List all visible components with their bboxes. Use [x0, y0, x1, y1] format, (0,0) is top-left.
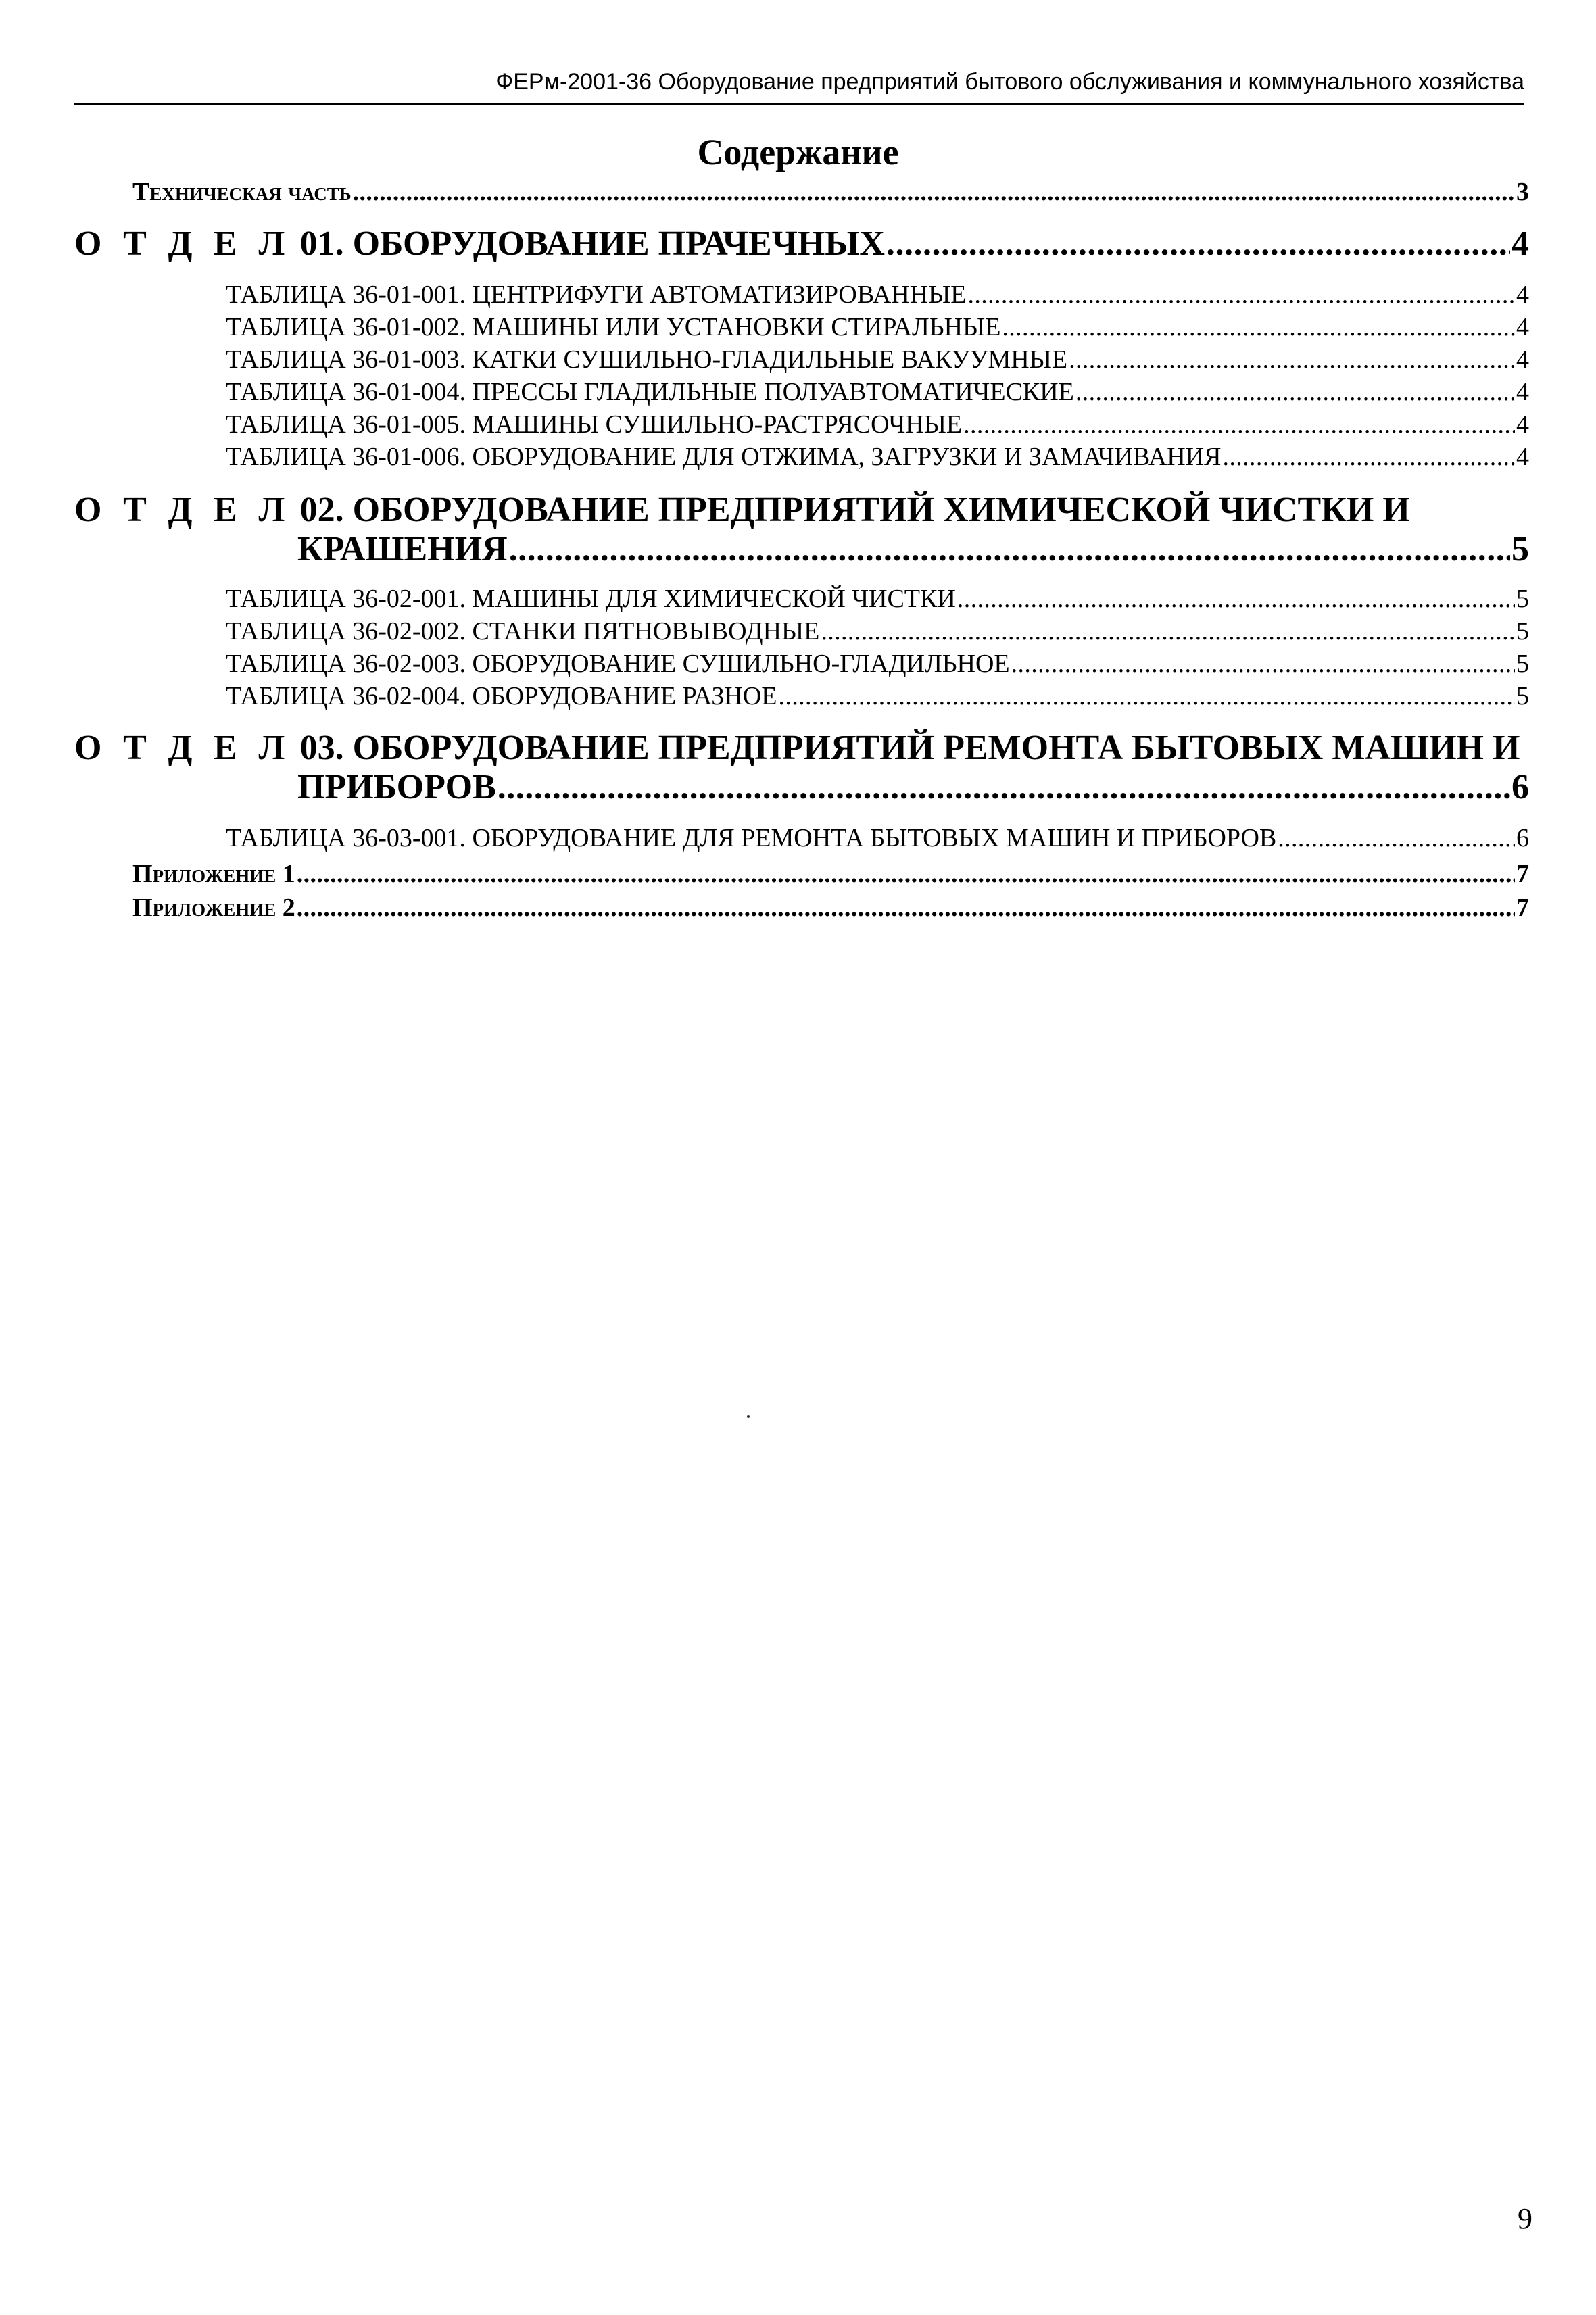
toc-label: ТАБЛИЦА 36-01-006. ОБОРУДОВАНИЕ ДЛЯ ОТЖИМА, ЗАГРУЗКИ И ЗАМАЧИВАНИЯ [226, 443, 1222, 471]
toc-label: КРАШЕНИЯ [297, 530, 508, 568]
page-title: Содержание [697, 132, 899, 172]
leader-dots [1011, 648, 1515, 680]
toc-entry-table[interactable] [226, 822, 1529, 854]
toc-label: ТАБЛИЦА 36-03-001. ОБОРУДОВАНИЕ ДЛЯ РЕМОНТА БЫТОВЫХ МАШИН И ПРИБОРОВ [226, 824, 1277, 852]
dept-prefix: О Т Д Е Л [74, 729, 291, 767]
toc-label: Приложение 1 [132, 860, 295, 888]
toc-entry-dept03-line1[interactable] [74, 726, 1520, 771]
toc-entry-technical[interactable] [132, 174, 1529, 210]
toc-page: 5 [1516, 650, 1529, 678]
toc-page: 4 [1512, 224, 1529, 263]
dept-title: 03. ОБОРУДОВАНИЕ ПРЕДПРИЯТИЙ РЕМОНТА БЫТОВЫХ МАШИН И [299, 729, 1520, 767]
page-number: 9 [1518, 2202, 1532, 2235]
toc-page: 3 [1516, 178, 1529, 206]
toc-entry-table[interactable] [226, 343, 1529, 376]
toc-page: 4 [1516, 443, 1529, 471]
toc-label: ТАБЛИЦА 36-01-005. МАШИНЫ СУШИЛЬНО-РАСТРЯСОЧНЫЕ [226, 410, 963, 439]
toc-entry-table[interactable] [226, 311, 1529, 343]
leader-dots [821, 615, 1515, 648]
toc-page: 5 [1512, 530, 1529, 568]
toc-label: ТАБЛИЦА 36-02-002. СТАНКИ ПЯТНОВЫВОДНЫЕ [226, 617, 820, 645]
toc-page: 4 [1516, 410, 1529, 439]
toc-label: ПРИБОРОВ [297, 768, 496, 806]
dept-prefix: О Т Д Е Л [74, 491, 291, 529]
dept-title: 01. ОБОРУДОВАНИЕ ПРАЧЕЧНЫХ [299, 224, 885, 263]
toc-entry-table[interactable] [226, 615, 1529, 648]
leader-dots [353, 174, 1515, 210]
toc-page: 6 [1516, 824, 1529, 852]
toc-entry-table[interactable] [226, 648, 1529, 680]
leader-dots [968, 278, 1515, 311]
toc-entry-dept03[interactable] [297, 765, 1529, 810]
leader-dots [1278, 822, 1515, 854]
toc-entry-dept02-line1[interactable] [74, 488, 1410, 533]
toc-entry-table[interactable] [226, 408, 1529, 441]
toc-label: ТАБЛИЦА 36-01-001. ЦЕНТРИФУГИ АВТОМАТИЗИРОВАННЫЕ [226, 281, 967, 309]
leader-dots [1002, 311, 1515, 343]
toc-label: ТАБЛИЦА 36-01-004. ПРЕССЫ ГЛАДИЛЬНЫЕ ПОЛУАВТОМАТИЧЕСКИЕ [226, 378, 1074, 406]
leader-dots [886, 222, 1510, 266]
leader-dots [779, 680, 1516, 712]
toc-label: Приложение 2 [132, 894, 295, 922]
leader-dots [963, 408, 1515, 441]
leader-dots [957, 583, 1515, 615]
toc-label: ТАБЛИЦА 36-02-001. МАШИНЫ ДЛЯ ХИМИЧЕСКОЙ ЧИСТКИ [226, 585, 956, 613]
toc-label [74, 222, 885, 266]
toc-label: ТАБЛИЦА 36-01-002. МАШИНЫ ИЛИ УСТАНОВКИ СТИРАЛЬНЫЕ [226, 313, 1001, 341]
toc-entry-table[interactable] [226, 680, 1529, 712]
toc-page: 4 [1516, 378, 1529, 406]
toc-page: 5 [1516, 617, 1529, 645]
leader-dots [1069, 343, 1515, 376]
running-header: ФЕРм-2001-36 Оборудование предприятий бытового обслуживания и коммунального хозяйства [495, 69, 1524, 95]
toc-entry-appendix2[interactable] [132, 891, 1529, 925]
dept-title: 02. ОБОРУДОВАНИЕ ПРЕДПРИЯТИЙ ХИМИЧЕСКОЙ ЧИСТКИ И [299, 491, 1410, 529]
toc-label: ТАБЛИЦА 36-01-003. КАТКИ СУШИЛЬНО-ГЛАДИЛЬНЫЕ ВАКУУМНЫЕ [226, 345, 1068, 374]
leader-dots [1223, 441, 1515, 473]
toc-entry-table[interactable] [226, 278, 1529, 311]
toc-page: 4 [1516, 345, 1529, 374]
toc-entry-table[interactable] [226, 376, 1529, 408]
toc-label: ТАБЛИЦА 36-02-003. ОБОРУДОВАНИЕ СУШИЛЬНО-ГЛАДИЛЬНОЕ [226, 650, 1010, 678]
toc-entry-dept02[interactable] [297, 527, 1529, 572]
leader-dots [498, 765, 1510, 810]
toc-page: 7 [1516, 894, 1529, 922]
toc-page: 4 [1516, 281, 1529, 309]
toc-page: 5 [1516, 682, 1529, 710]
toc-page: 4 [1516, 313, 1529, 341]
toc-entry-appendix1[interactable] [132, 857, 1529, 891]
toc-entry-table[interactable] [226, 441, 1529, 473]
leader-dots [509, 527, 1510, 572]
toc-label: Техническая часть [132, 178, 352, 206]
leader-dots [297, 857, 1515, 891]
toc-page: 5 [1516, 585, 1529, 613]
toc-entry-dept01[interactable] [74, 222, 1529, 266]
leader-dots [297, 891, 1515, 925]
scan-speck [747, 1415, 750, 1418]
header-rule [74, 103, 1524, 105]
toc-page: 7 [1516, 860, 1529, 888]
toc-label: ТАБЛИЦА 36-02-004. ОБОРУДОВАНИЕ РАЗНОЕ [226, 682, 777, 710]
toc-entry-table[interactable] [226, 583, 1529, 615]
leader-dots [1075, 376, 1515, 408]
dept-prefix: О Т Д Е Л [74, 224, 291, 263]
toc-page: 6 [1512, 768, 1529, 806]
